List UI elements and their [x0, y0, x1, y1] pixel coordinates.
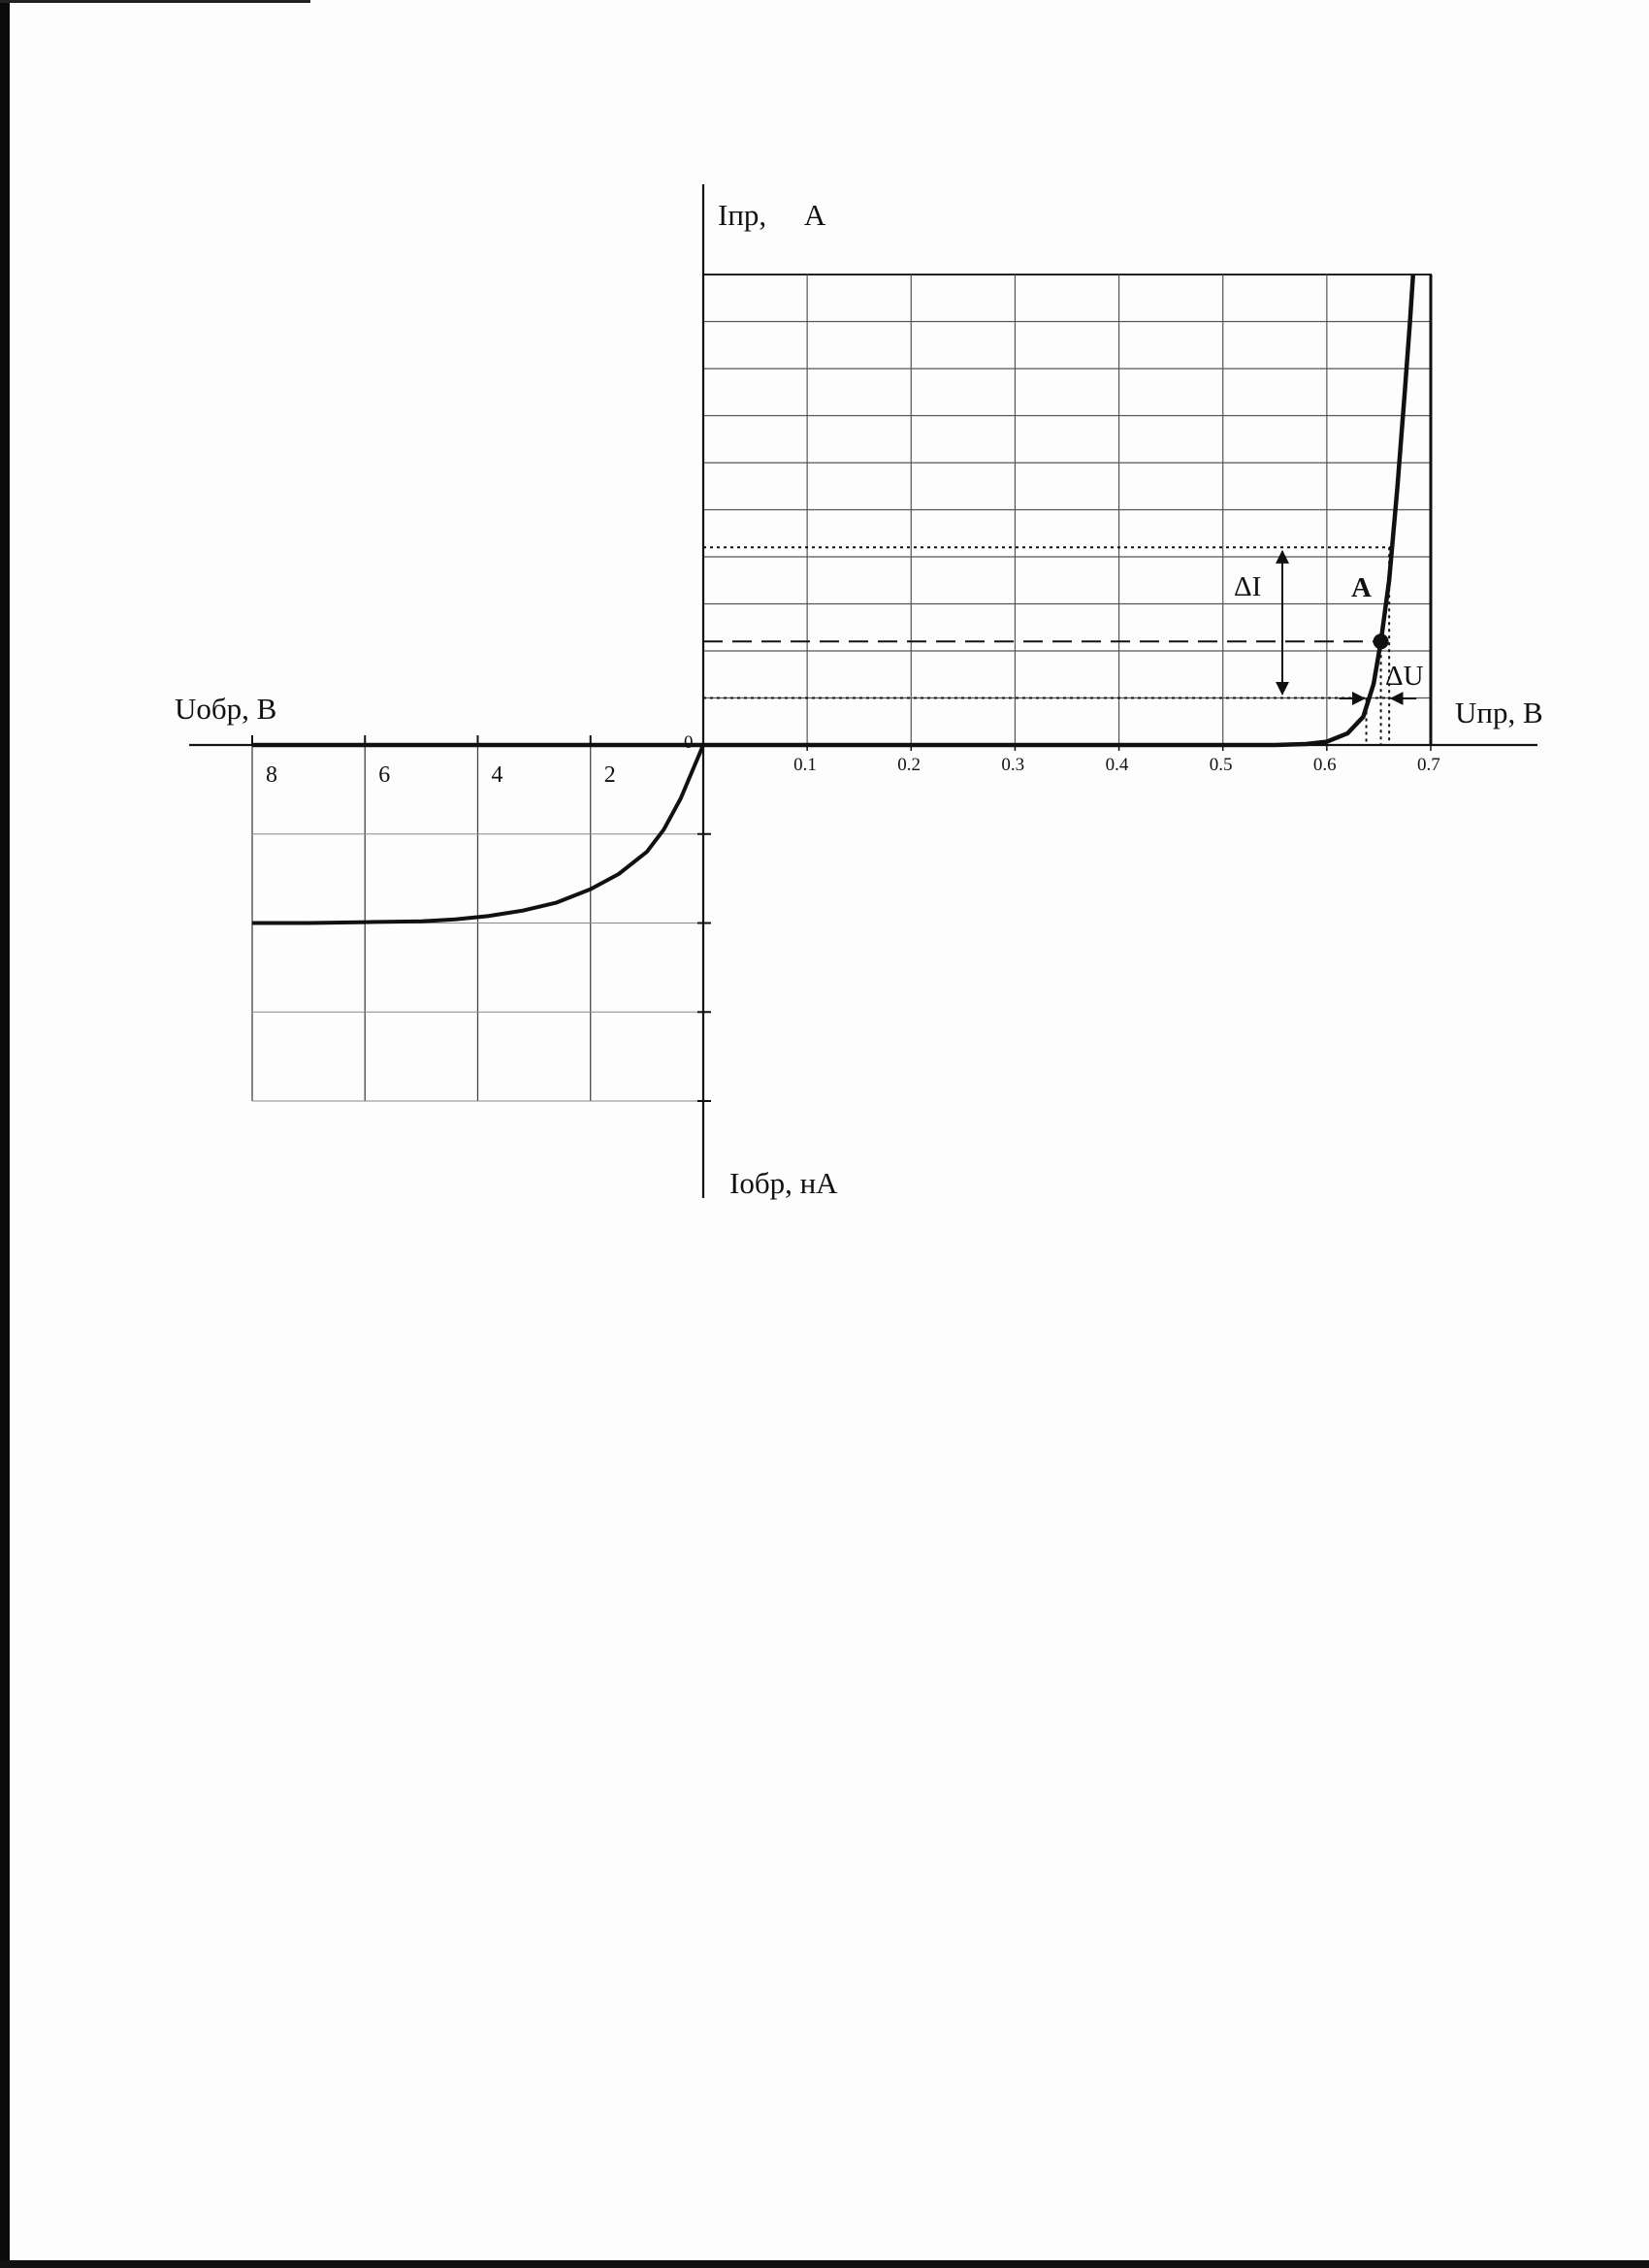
forward-x-tick-label: 0.5 [1209, 755, 1233, 775]
reverse-x-tick-label: 8 [266, 762, 277, 788]
forward-x-tick-labels [793, 755, 1440, 775]
origin-label: 0 [684, 732, 694, 753]
forward-grid [703, 275, 1431, 745]
axes [189, 184, 1537, 1198]
reverse-x-tick-label: 6 [378, 762, 391, 788]
forward-x-tick-label: 0.6 [1312, 755, 1337, 775]
annotations [703, 547, 1416, 745]
delta-i-label: ΔI [1234, 571, 1262, 602]
point-a-label: А [1351, 572, 1372, 603]
point-a-marker [1374, 633, 1389, 649]
forward-x-tick-label: 0.7 [1417, 755, 1440, 775]
forward-x-axis-title: Uпр, В [1455, 696, 1543, 729]
reverse-x-axis-title: Uобр, В [175, 692, 277, 726]
forward-x-tick-label: 0.1 [793, 755, 817, 775]
forward-x-tick-label: 0.3 [1001, 755, 1025, 775]
reverse-x-tick-label: 2 [603, 762, 616, 788]
delta-u-label: ΔU [1385, 661, 1424, 692]
forward-y-axis-title: Iпр, А [718, 198, 826, 232]
reverse-x-tick-label: 4 [491, 762, 503, 788]
reverse-y-axis-title: Iобр, нА [729, 1166, 838, 1200]
forward-x-tick-label: 0.4 [1105, 755, 1129, 775]
forward-x-tick-label: 0.2 [897, 755, 922, 775]
reverse-x-tick-labels [266, 762, 616, 788]
